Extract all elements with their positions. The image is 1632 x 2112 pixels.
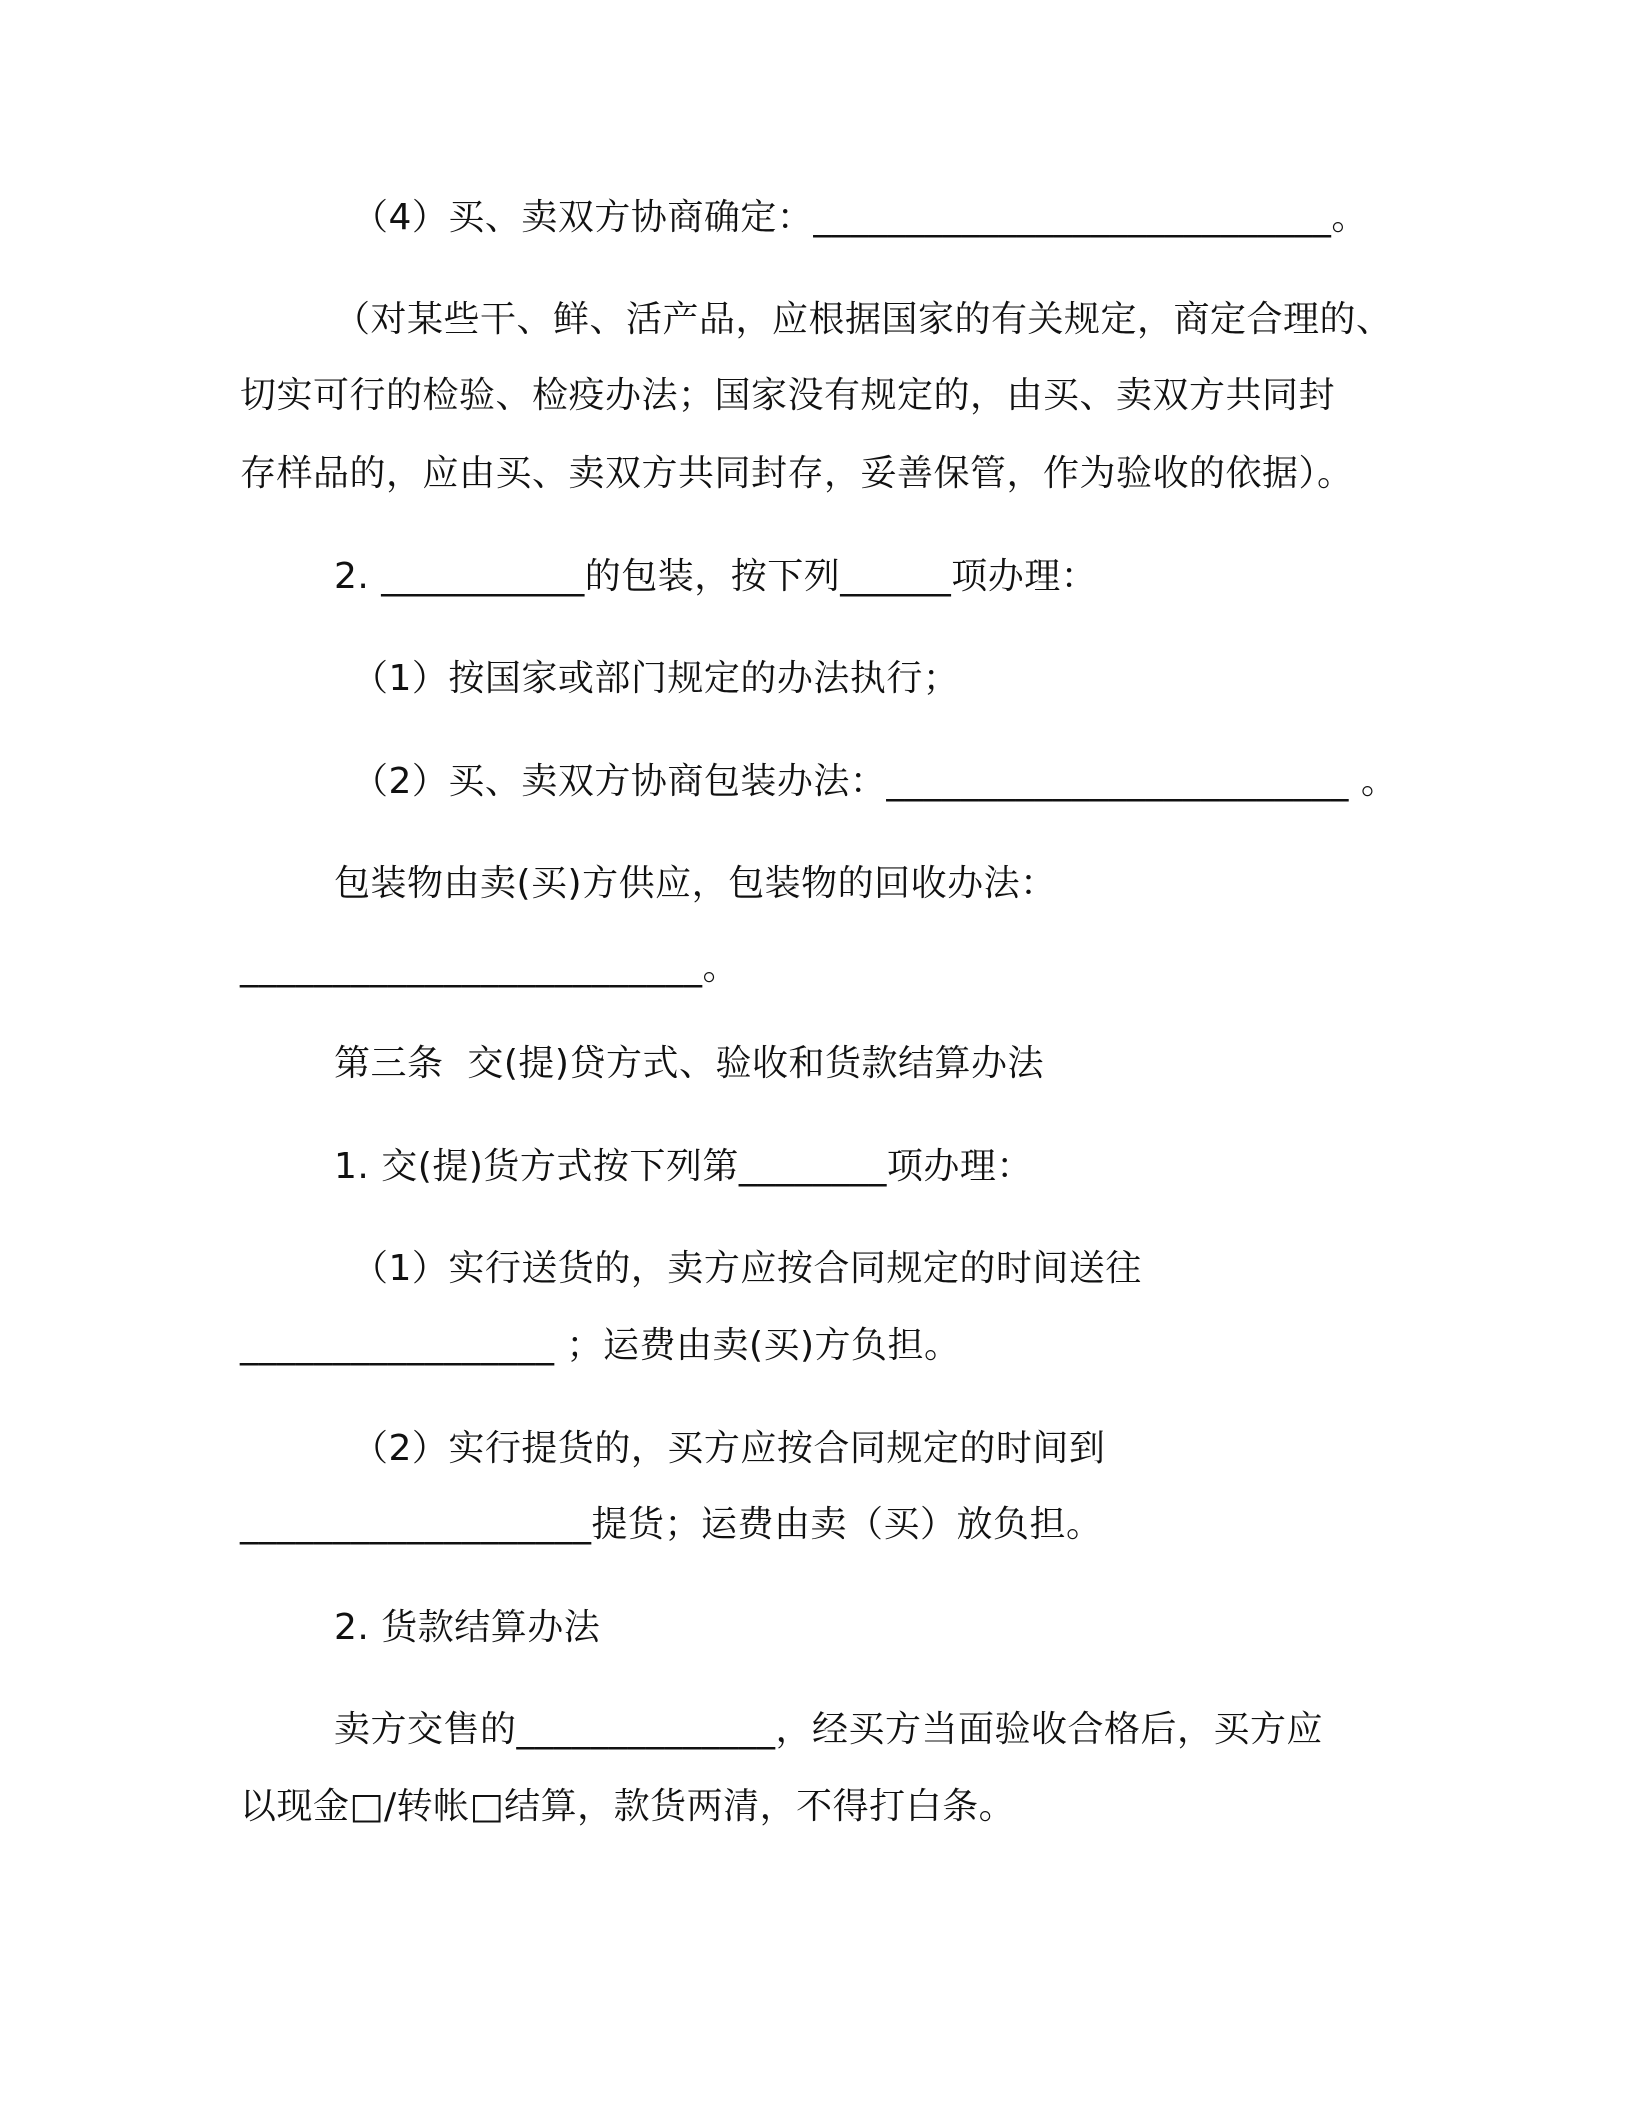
packaging-clause: 2. ___________的包装，按下列______项办理： [334,556,1098,597]
delivery-option-2-cont: ___________________提货；运费由卖（买）放负担。 [240,1504,1103,1545]
delivery-option-2: （2）实行提货的，买方应按合同规定的时间到 [352,1428,1106,1469]
packaging-option-1: （1）按国家或部门规定的办法执行； [352,658,960,699]
delivery-option-1: （1）实行送货的，卖方应按合同规定的时间送往 [352,1248,1142,1289]
packaging-material-line: 包装物由卖(买)方供应，包装物的回收办法： [334,863,1057,904]
packaging-option-2: （2）买、卖双方协商包装办法：_________________________ 。 [352,761,1398,802]
note-line-3: 存样品的，应由买、卖双方共同封存，妥善保管，作为验收的依据）。 [240,453,1354,494]
article-three-heading: 第三条 交(提)贷方式、验收和货款结算办法 [334,1043,1044,1084]
note-line-1: （对某些干、鲜、活产品，应根据国家的有关规定，商定合理的、 [334,299,1393,340]
delivery-option-1-cont: _________________ ；运费由卖(买)方负担。 [240,1325,961,1366]
packaging-recycle-blank: _________________________。 [240,947,739,988]
settlement-line-1: 卖方交售的______________，经买方当面验收合格后，买方应 [334,1709,1324,1750]
settlement-line-2: 以现金□/转帐□结算，款货两清，不得打白条。 [240,1786,1016,1827]
delivery-method-line: 1. 交(提)货方式按下列第________项办理： [334,1146,1033,1187]
note-line-2: 切实可行的检验、检疫办法；国家没有规定的，由买、卖双方共同封 [240,375,1336,416]
settlement-heading: 2. 货款结算办法 [334,1607,601,1648]
clause-item-4: （4）买、卖双方协商确定：____________________________。 [352,197,1368,238]
